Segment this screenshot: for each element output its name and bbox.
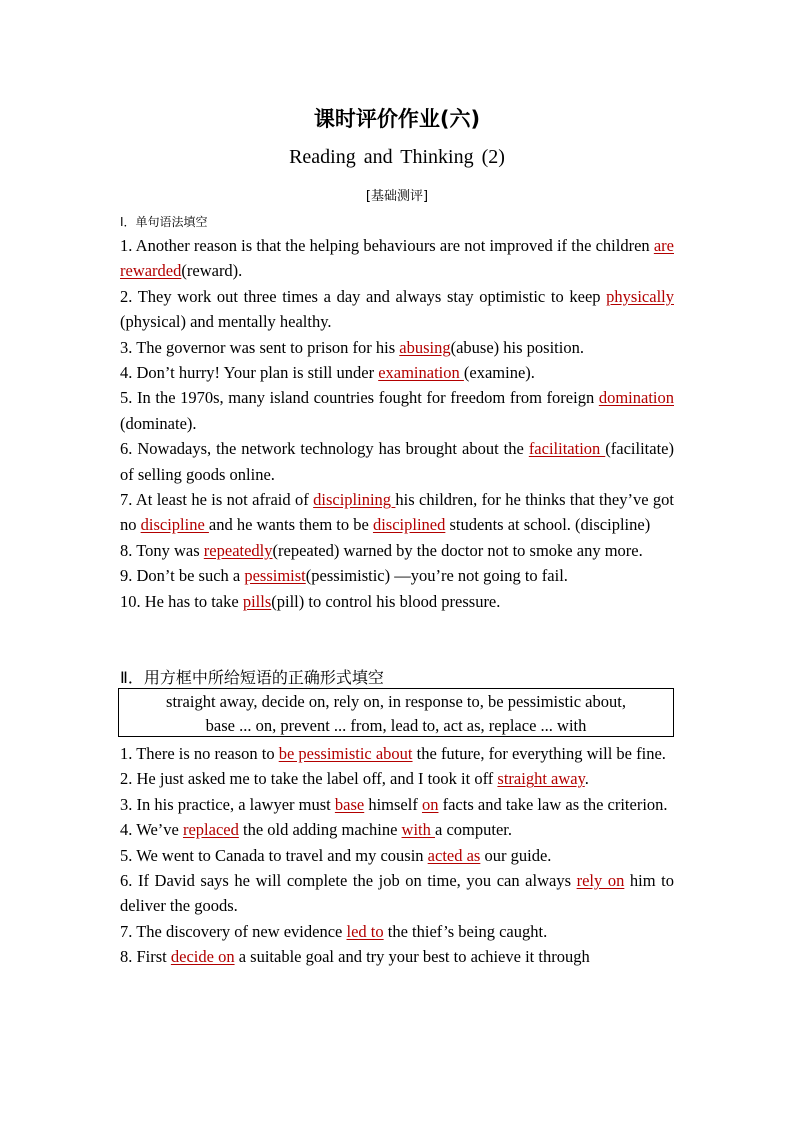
- question-text: 3. The governor was sent to prison for his: [120, 337, 400, 357]
- question-text: our guide.: [480, 845, 552, 865]
- question-item: [120, 868, 674, 919]
- question-item: [120, 284, 674, 335]
- answer-text: abusing: [399, 337, 451, 357]
- answer-text: replaced: [182, 820, 239, 840]
- question-item: [120, 843, 674, 868]
- question-item: [120, 817, 674, 842]
- question-item: [120, 919, 674, 944]
- question-text: (pill) to control his blood pressure.: [271, 591, 501, 611]
- question-text: him to deliver the goods.: [120, 871, 674, 916]
- answer-text: are rewarded: [120, 236, 674, 281]
- question-text: .: [584, 769, 589, 789]
- question-item: [120, 563, 674, 588]
- question-text: students at school. (discipline): [445, 515, 651, 535]
- section-tag: [基础测评]: [365, 189, 429, 204]
- answer-text: straight away: [497, 769, 585, 789]
- question-item: [120, 360, 674, 385]
- question-text: himself: [364, 794, 422, 814]
- question-text: 6. Nowadays, the network technology has brought about the: [120, 439, 529, 459]
- question-text: 1. There is no reason to: [120, 744, 279, 763]
- phrase-box: [118, 688, 674, 737]
- question-item: [120, 944, 674, 969]
- page-subtitle: Reading and Thinking (2): [289, 146, 505, 168]
- section2-heading: Ⅱ．用方框中所给短语的正确形式填空: [120, 668, 384, 687]
- answer-text: disciplining: [313, 490, 396, 510]
- answer-text: on: [421, 794, 439, 814]
- question-text: a suitable goal and try your best to achieve it through: [234, 947, 590, 967]
- question-item: [120, 487, 674, 538]
- question-text: a computer.: [435, 820, 512, 840]
- question-text: (reward).: [181, 261, 243, 281]
- question-text: his children, for he thinks that they’ve got no: [120, 490, 674, 535]
- section1-items: [120, 233, 674, 614]
- answer-text: facilitation: [528, 439, 606, 459]
- question-item: [120, 335, 674, 360]
- question-item: [120, 589, 674, 614]
- answer-text: with: [401, 820, 435, 840]
- answer-text: pessimist: [244, 566, 306, 586]
- question-item: [120, 741, 674, 766]
- question-text: 3. In his practice, a lawyer must: [120, 794, 335, 814]
- question-text: 4. We’ve: [120, 820, 183, 840]
- question-text: (facilitate) of selling goods online.: [120, 439, 674, 484]
- question-text: (repeated) warned by the doctor not to smoke any more.: [272, 540, 643, 560]
- answer-text: base: [334, 794, 365, 814]
- answer-text: acted as: [427, 845, 481, 865]
- answer-text: disciplined: [372, 515, 446, 535]
- question-text: 1. Another reason is that the helping behaviours are not improved if the children: [120, 236, 654, 255]
- question-text: 2. He just asked me to take the label off, and I took it off: [120, 769, 498, 789]
- answer-text: be pessimistic about: [278, 744, 413, 763]
- question-item: [120, 436, 674, 487]
- question-text: facts and take law as the criterion.: [438, 794, 668, 814]
- question-item: [120, 385, 674, 436]
- question-text: 8. First: [120, 947, 171, 967]
- question-text: (abuse) his position.: [450, 337, 584, 357]
- question-text: 9. Don’t be such a: [120, 566, 245, 586]
- question-item: [120, 233, 674, 284]
- question-text: 4. Don’t hurry! Your plan is still under: [120, 363, 379, 383]
- question-text: 10. He has to take: [120, 591, 243, 611]
- question-text: and he wants them to be: [208, 515, 373, 535]
- question-text: (dominate).: [120, 413, 197, 433]
- question-text: (examine).: [463, 363, 535, 383]
- answer-text: led to: [346, 921, 384, 941]
- answer-text: pills: [242, 591, 272, 611]
- question-item: [120, 538, 674, 563]
- answer-text: physically: [606, 286, 674, 306]
- question-text: 7. At least he is not afraid of: [120, 490, 314, 510]
- question-text: (pessimistic) —you’re not going to fail.: [305, 566, 568, 586]
- question-text: 7. The discovery of new evidence: [120, 921, 347, 941]
- question-text: the future, for everything will be fine.: [412, 744, 666, 763]
- question-text: 8. Tony was: [120, 540, 204, 560]
- question-text: (physical) and mentally healthy.: [120, 312, 332, 332]
- phrase-box-line: base ... on, prevent ... from, lead to, act as, replace ... with: [205, 716, 587, 735]
- question-item: [120, 766, 674, 791]
- answer-text: examination: [378, 363, 464, 383]
- answer-text: discipline: [140, 515, 209, 535]
- question-text: 6. If David says he will complete the job on time, you can always: [120, 871, 577, 891]
- answer-text: decide on: [170, 947, 235, 967]
- section1-heading: Ⅰ．单句语法填空: [120, 215, 208, 229]
- question-text: the old adding machine: [238, 820, 402, 840]
- page-title: 课时评价作业(六): [313, 107, 481, 131]
- question-text: 5. We went to Canada to travel and my cousin: [120, 845, 428, 865]
- answer-text: rely on: [576, 871, 625, 891]
- answer-text: repeatedly: [203, 540, 273, 560]
- question-text: 5. In the 1970s, many island countries fought for freedom from foreign: [120, 388, 599, 408]
- question-item: [120, 792, 674, 817]
- phrase-box-line: straight away, decide on, rely on, in response to, be pessimistic about,: [166, 692, 626, 711]
- question-text: 2. They work out three times a day and always stay optimistic to keep: [120, 286, 607, 306]
- answer-text: domination: [598, 388, 674, 408]
- section2-items: [120, 741, 674, 970]
- question-text: the thief’s being caught.: [383, 921, 548, 941]
